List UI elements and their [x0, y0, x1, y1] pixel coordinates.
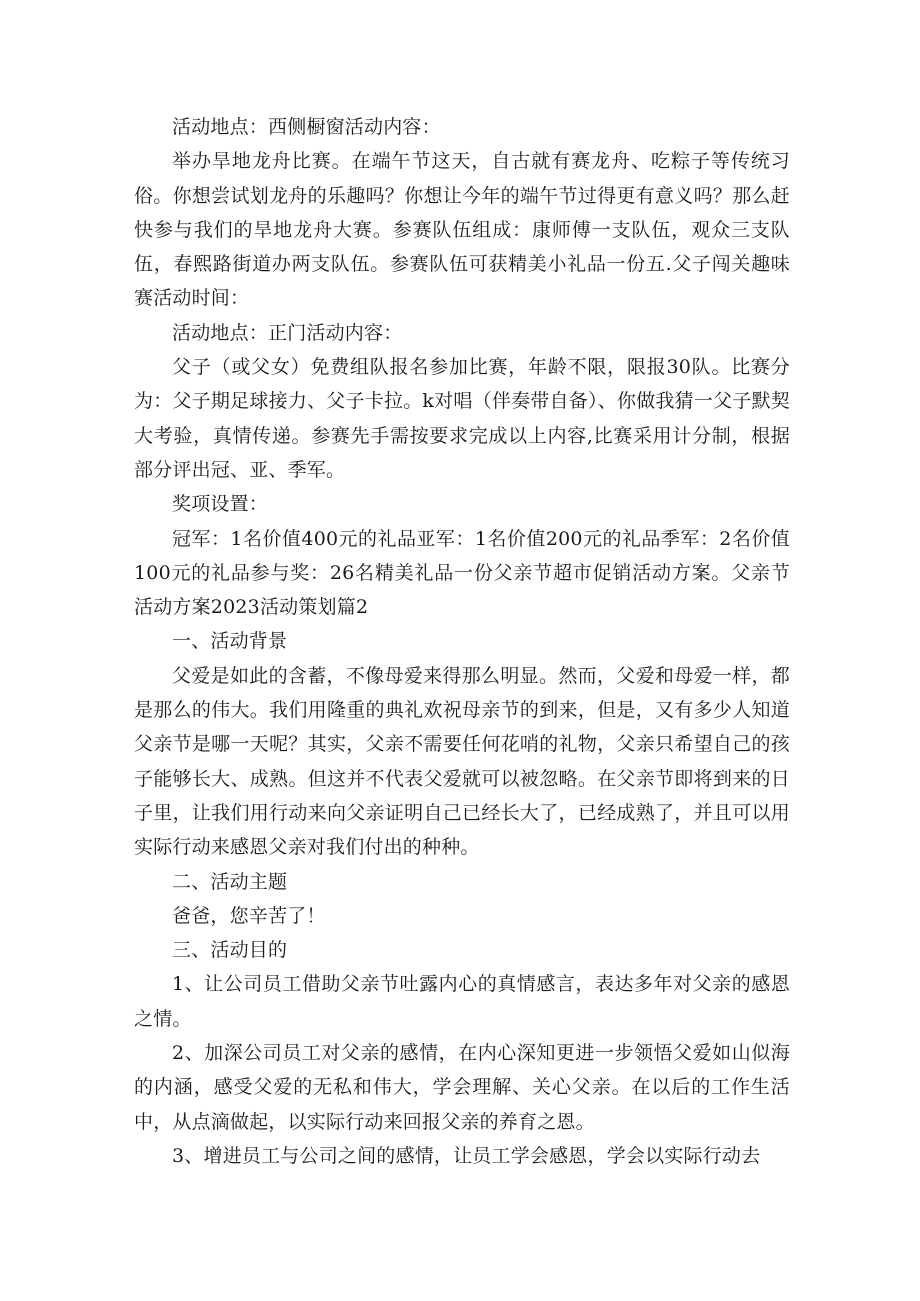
- paragraph-venue-gate: 活动地点：正门活动内容：: [172, 321, 403, 344]
- paragraph-father-child-contest: 父子（或父女）免费组队报名参加比赛，年龄不限，限报30队。比赛分为：父子期足球接力、父子卡拉。k对唱（伴奏带自备）、你做我猜一父子默契大考验，真情传递。参赛先手需按要求完成以上内容,比赛采用计分制，根据部分评出冠、亚、季军。: [134, 356, 790, 481]
- paragraph-purpose-3: 3、增进员工与公司之间的感情，让员工学会感恩，学会以实际行动去: [172, 1144, 761, 1167]
- section-heading-background: 一、活动背景: [172, 630, 288, 653]
- section-heading-purpose: 三、活动目的: [172, 939, 288, 962]
- paragraph-venue-window: 活动地点：西侧橱窗活动内容：: [172, 116, 441, 138]
- paragraph-background: 父爱是如此的含蓄，不像母爱来得那么明显。然而，父爱和母爱一样，都是那么的伟大。我们用隆重的典礼欢祝母亲节的到来，但是，又有多少人知道父亲节是哪一天呢？其实，父亲不需要任何花哨的礼物，父亲只希望自己的孩子能够长大、成熟。但这并不代表父爱就可以被忽略。在父亲节即将到来的日子里，让我们用行动来向父亲证明自己已经长大了，已经成熟了，并且可以用实际行动来感恩父亲对我们付出的种种。: [134, 664, 790, 859]
- paragraph-awards-detail: 冠军：1名价值400元的礼品亚军：1名价值200元的礼品季军：2名价值100元的礼品参与奖：26名精美礼品一份父亲节超市促销活动方案。父亲节活动方案2023活动策划篇2: [134, 527, 790, 619]
- paragraph-awards-heading: 奖项设置：: [172, 493, 269, 516]
- paragraph-dragon-boat: 举办旱地龙舟比赛。在端午节这天，自古就有赛龙舟、吃粽子等传统习俗。你想尝试划龙舟的乐趣吗？你想让今年的端午节过得更有意义吗？那么赶快参与我们的旱地龙舟大赛。参赛队伍组成：康师傅一支队伍，观众三支队伍，春熙路街道办两支队伍。参赛队伍可获精美小礼品一份五.父子闯关趣味赛活动时间：: [134, 150, 790, 310]
- section-heading-theme: 二、活动主题: [172, 870, 288, 893]
- document-body: [134, 110, 790, 1173]
- paragraph-purpose-1: 1、让公司员工借助父亲节吐露内心的真情感言，表达多年对父亲的感恩之情。: [134, 973, 790, 1030]
- paragraph-purpose-2: 2、加深公司员工对父亲的感情，在内心深知更进一步领悟父爱如山似海的内涵，感受父爱的无私和伟大，学会理解、关心父亲。在以后的工作生活中，从点滴做起，以实际行动来回报父亲的养育之恩。: [134, 1042, 790, 1133]
- paragraph-theme: 爸爸，您辛苦了！: [172, 904, 326, 927]
